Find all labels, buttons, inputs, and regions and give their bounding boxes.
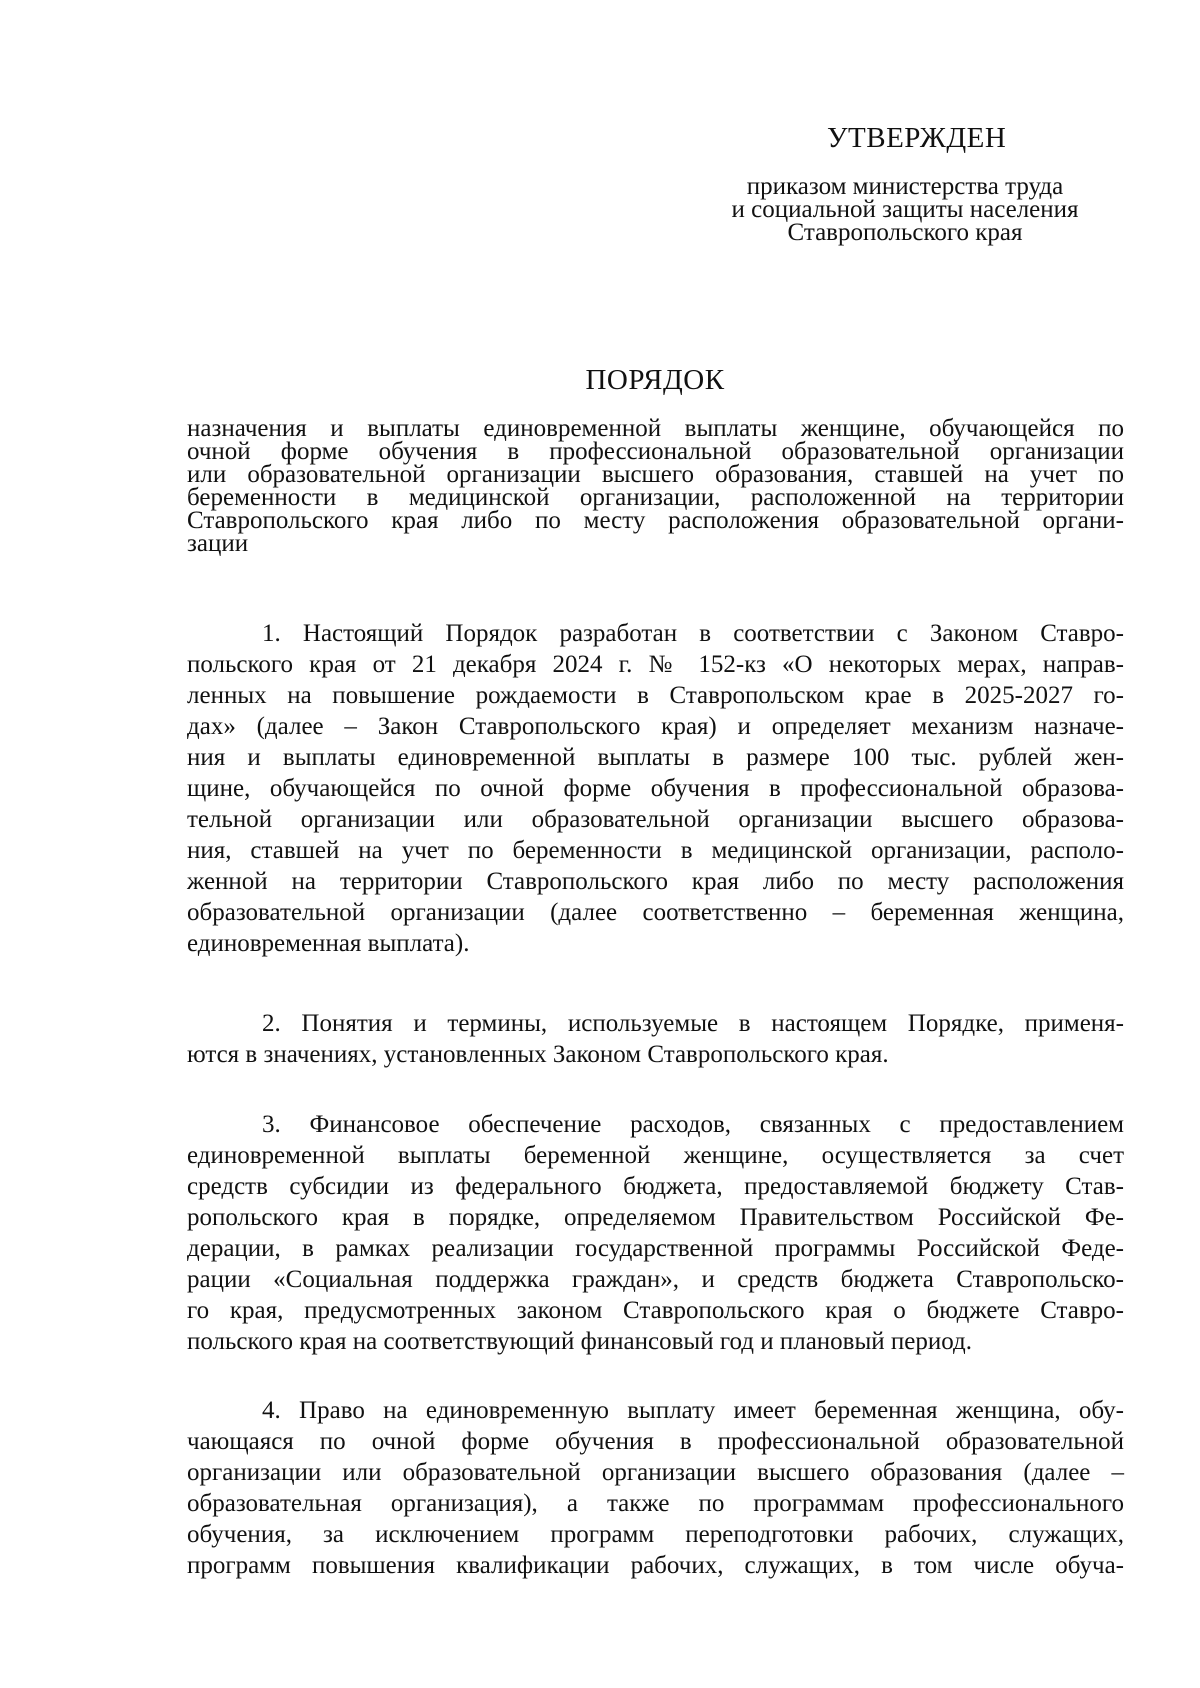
subtitle-line: Ставропольского края либо по месту расположения образовательной органи- (187, 507, 1124, 534)
paragraph-line: щине, обучающейся по очной форме обучения в профессиональной образова- (187, 775, 1124, 802)
subtitle-line: очной форме обучения в профессиональной образовательной организации (187, 438, 1124, 465)
paragraph-line: польского края на соответствующий финансовый год и плановый период. (187, 1328, 973, 1355)
paragraph-line: чающаяся по очной форме обучения в профессиональной образовательной (187, 1428, 1124, 1455)
document-title: ПОРЯДОК (585, 364, 725, 396)
paragraph-line: женной на территории Ставропольского края либо по месту расположения (187, 868, 1124, 895)
approval-line: и социальной защиты населения (731, 196, 1079, 223)
paragraph-line: программ повышения квалификации рабочих, служащих, в том числе обуча- (187, 1552, 1124, 1579)
paragraph-line: рации «Социальная поддержка граждан», и средств бюджета Ставропольско- (187, 1266, 1124, 1293)
paragraph-line: организации или образовательной организации высшего образования (далее – (187, 1459, 1124, 1486)
approval-block (700, 175, 1110, 244)
paragraph-line: тельной организации или образовательной организации высшего образова- (187, 806, 1124, 833)
paragraph-line: образовательная организация), а также по программам профессионального (187, 1490, 1124, 1517)
paragraph-line: средств субсидии из федерального бюджета, предоставляемой бюджету Став- (187, 1173, 1124, 1200)
paragraph-line: го края, предусмотренных законом Ставропольского края о бюджете Ставро- (187, 1297, 1124, 1324)
approval-line: приказом министерства труда (746, 173, 1064, 200)
paragraph-line: 1. Настоящий Порядок разработан в соответствии с Законом Ставро- (262, 620, 1124, 647)
paragraph-line: польского края от 21 декабря 2024 г. № 152-кз «О некоторых мерах, направ- (187, 651, 1124, 678)
paragraph-line: 2. Понятия и термины, используемые в настоящем Порядке, применя- (262, 1010, 1124, 1037)
paragraph-line: единовременная выплата). (187, 930, 470, 957)
subtitle-line: зации (187, 530, 249, 557)
paragraph-4 (187, 1395, 1124, 1581)
paragraph-3 (187, 1109, 1124, 1357)
paragraph-line: образовательной организации (далее соответственно – беременная женщина, (187, 899, 1124, 926)
paragraph-line: ния, ставшей на учет по беременности в медицинской организации, располо- (187, 837, 1124, 864)
subtitle-line: назначения и выплаты единовременной выплаты женщине, обучающейся по (187, 415, 1124, 442)
paragraph-line: единовременной выплаты беременной женщине, осуществляется за счет (187, 1142, 1124, 1169)
paragraph-line: ленных на повышение рождаемости в Ставропольском крае в 2025-2027 го- (187, 682, 1124, 709)
paragraph-line: 4. Право на единовременную выплату имеет беременная женщина, обу- (262, 1397, 1124, 1424)
paragraph-line: обучения, за исключением программ переподготовки рабочих, служащих, (187, 1521, 1124, 1548)
document-subtitle (187, 417, 1124, 555)
paragraph-2 (187, 1008, 1124, 1070)
paragraph-line: 3. Финансовое обеспечение расходов, связанных с предоставлением (262, 1111, 1124, 1138)
paragraph-line: ются в значениях, установленных Законом Ставропольского края. (187, 1041, 889, 1068)
subtitle-line: или образовательной организации высшего образования, ставшей на учет по (187, 461, 1124, 488)
paragraph-line: дах» (далее – Закон Ставропольского края) и определяет механизм назначе- (187, 713, 1124, 740)
paragraph-line: дерации, в рамках реализации государственной программы Российской Феде- (187, 1235, 1124, 1262)
paragraph-line: ния и выплаты единовременной выплаты в размере 100 тыс. рублей жен- (187, 744, 1124, 771)
subtitle-line: беременности в медицинской организации, расположенной на территории (187, 484, 1124, 511)
paragraph-1 (187, 618, 1124, 959)
paragraph-line: ропольского края в порядке, определяемом Правительством Российской Фе- (187, 1204, 1124, 1231)
approval-heading: УТВЕРЖДЕН (827, 122, 1007, 154)
approval-line: Ставропольского края (787, 219, 1023, 246)
